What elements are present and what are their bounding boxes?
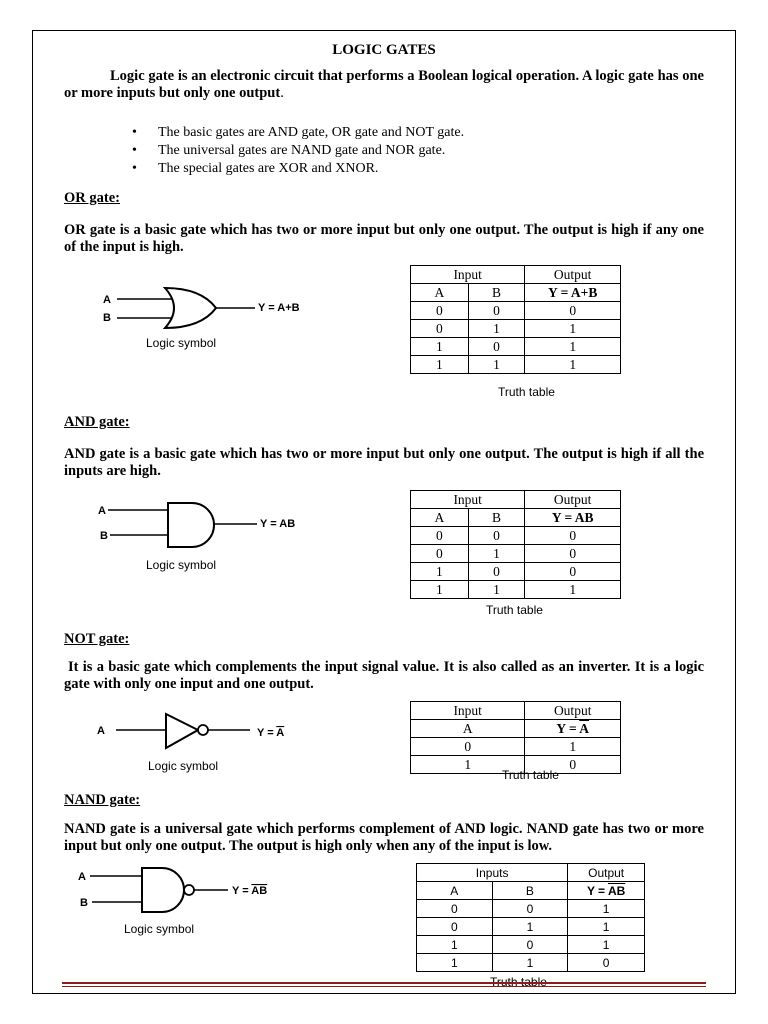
table-cell: 0 — [525, 756, 621, 774]
table-cell: 1 — [411, 581, 469, 599]
footer-rule — [62, 982, 706, 984]
nand-output-label — [232, 885, 267, 897]
nand-input-b-label: B — [80, 897, 88, 909]
table-group-header: Output — [525, 702, 621, 720]
table-row — [417, 918, 645, 936]
table-cell: 0 — [568, 954, 645, 972]
table-cell: 0 — [525, 545, 621, 563]
column-header: B — [468, 509, 525, 527]
table-cell: 1 — [411, 756, 525, 774]
table-cell: 1 — [417, 936, 493, 954]
table-cell: 0 — [525, 302, 621, 320]
intro-paragraph — [64, 68, 704, 102]
table-group-header: Input — [411, 702, 525, 720]
table-row — [411, 338, 621, 356]
or-gate-symbol — [95, 282, 325, 342]
column-header: B — [492, 882, 568, 900]
table-cell: 0 — [417, 900, 493, 918]
table-cell: 0 — [468, 527, 525, 545]
col-y-bar: $\overline{A}$ — [579, 720, 590, 736]
table-cell: 0 — [468, 302, 525, 320]
table-cell: 1 — [525, 581, 621, 599]
column-header: A — [411, 720, 525, 738]
table-cell: 1 — [525, 738, 621, 756]
not-table-caption: Truth table — [502, 768, 559, 782]
table-cell: 1 — [411, 338, 469, 356]
table-cell: 1 — [468, 320, 525, 338]
table-cell: 1 — [492, 918, 568, 936]
table-row — [411, 563, 621, 581]
not-gate-description: It is a basic gate which complements the input signal value. It is also called as an inverter. It is a logic gate with only one input and one output. — [64, 659, 704, 692]
table-cell: 0 — [492, 900, 568, 918]
or-input-b-label: B — [103, 312, 111, 324]
table-cell: 1 — [411, 563, 469, 581]
table-cell: 0 — [417, 918, 493, 936]
table-group-header: Inputs — [417, 864, 568, 882]
column-header: Y = A+B — [525, 284, 621, 302]
table-row — [417, 900, 645, 918]
nand-output-bar: AB — [251, 885, 268, 897]
intro-period: . — [280, 85, 284, 101]
table-cell: 0 — [411, 320, 469, 338]
table-cell: 0 — [411, 738, 525, 756]
column-header — [525, 720, 621, 738]
table-row — [411, 356, 621, 374]
nand-gate-description: NAND gate is a universal gate which performs complement of AND logic. NAND gate has two or more input but only one output. The output is high only when any of the input is low. — [64, 821, 704, 854]
table-cell: 1 — [411, 356, 469, 374]
table-cell: 1 — [568, 900, 645, 918]
not-output-label — [257, 727, 284, 739]
nand-gate-symbol — [72, 864, 312, 916]
table-row — [411, 738, 621, 756]
column-header: Y = AB — [525, 509, 621, 527]
table-group-header: Input — [411, 266, 525, 284]
col-y-prefix: Y = — [586, 883, 608, 898]
table-group-header: Output — [568, 864, 645, 882]
not-input-a-label: A — [97, 725, 105, 737]
or-table-caption: Truth table — [498, 385, 555, 399]
column-header — [568, 882, 645, 900]
table-cell: 1 — [468, 581, 525, 599]
table-cell: 1 — [525, 338, 621, 356]
and-gate-heading: AND gate: — [64, 414, 130, 430]
not-output-prefix: Y = — [257, 727, 277, 739]
or-output-label: Y = A+B — [258, 302, 300, 314]
table-cell: 1 — [568, 918, 645, 936]
table-row — [411, 545, 621, 563]
col-y-prefix: Y = — [556, 720, 580, 736]
table-cell: 0 — [411, 545, 469, 563]
column-header: A — [411, 509, 469, 527]
table-group-header: Output — [525, 266, 621, 284]
footer-rule — [62, 986, 706, 987]
or-gate-heading: OR gate: — [64, 190, 120, 206]
table-cell: 1 — [492, 954, 568, 972]
not-output-bar: A — [276, 727, 285, 739]
table-cell: 1 — [525, 320, 621, 338]
list-item: • The universal gates are NAND gate and NOR gate. — [130, 142, 464, 160]
nand-output-prefix: Y = — [232, 885, 252, 897]
column-header: A — [411, 284, 469, 302]
and-input-b-label: B — [100, 530, 108, 542]
col-y-bar: $\overline{AB}$ — [607, 883, 626, 898]
not-symbol-caption: Logic symbol — [148, 759, 219, 773]
table-row — [411, 320, 621, 338]
and-table-caption: Truth table — [486, 603, 543, 617]
table-group-header: Input — [411, 491, 525, 509]
table-cell: 0 — [525, 563, 621, 581]
table-cell: 0 — [468, 338, 525, 356]
and-input-a-label: A — [98, 505, 106, 517]
table-cell: 1 — [417, 954, 493, 972]
table-row — [411, 302, 621, 320]
table-cell: 1 — [468, 545, 525, 563]
table-row — [417, 936, 645, 954]
and-gate-description: AND gate is a basic gate which has two or more input but only one output. The output is high if all the inputs are high. — [64, 446, 704, 479]
or-input-a-label: A — [103, 294, 111, 306]
nand-input-a-label: A — [78, 871, 86, 883]
or-symbol-caption: Logic symbol — [146, 336, 217, 350]
table-cell: 0 — [411, 527, 469, 545]
table-row — [411, 581, 621, 599]
intro-text: Logic gate is an electronic circuit that performs a Boolean logical operation. A logic gate has one or more inputs but only one output — [64, 68, 704, 101]
not-truth-table — [410, 701, 621, 774]
table-cell: 1 — [568, 936, 645, 954]
table-group-header: Output — [525, 491, 621, 509]
table-row — [417, 954, 645, 972]
or-truth-table — [410, 265, 621, 374]
list-item: • The special gates are XOR and XNOR. — [130, 160, 464, 178]
column-header: A — [417, 882, 493, 900]
table-cell: 0 — [411, 302, 469, 320]
and-symbol-caption: Logic symbol — [146, 558, 217, 572]
and-truth-table — [410, 490, 621, 599]
page-title: LOGIC GATES — [332, 42, 436, 58]
table-cell: 1 — [468, 356, 525, 374]
nand-gate-heading: NAND gate: — [64, 792, 141, 808]
list-item: • The basic gates are AND gate, OR gate and NOT gate. — [130, 124, 464, 142]
column-header: B — [468, 284, 525, 302]
table-row — [411, 527, 621, 545]
not-gate-heading: NOT gate: — [64, 631, 130, 647]
gate-types-list — [130, 124, 464, 178]
table-cell: 0 — [525, 527, 621, 545]
table-cell: 0 — [492, 936, 568, 954]
nand-symbol-caption: Logic symbol — [124, 922, 195, 936]
and-output-label: Y = AB — [260, 518, 296, 530]
not-gate-symbol — [92, 710, 322, 754]
table-cell: 1 — [525, 356, 621, 374]
or-gate-description: OR gate is a basic gate which has two or more input but only one output. The output is high if any one of the input is high. — [64, 222, 704, 255]
table-cell: 0 — [468, 563, 525, 581]
and-gate-symbol — [92, 498, 322, 554]
nand-truth-table — [416, 863, 645, 972]
